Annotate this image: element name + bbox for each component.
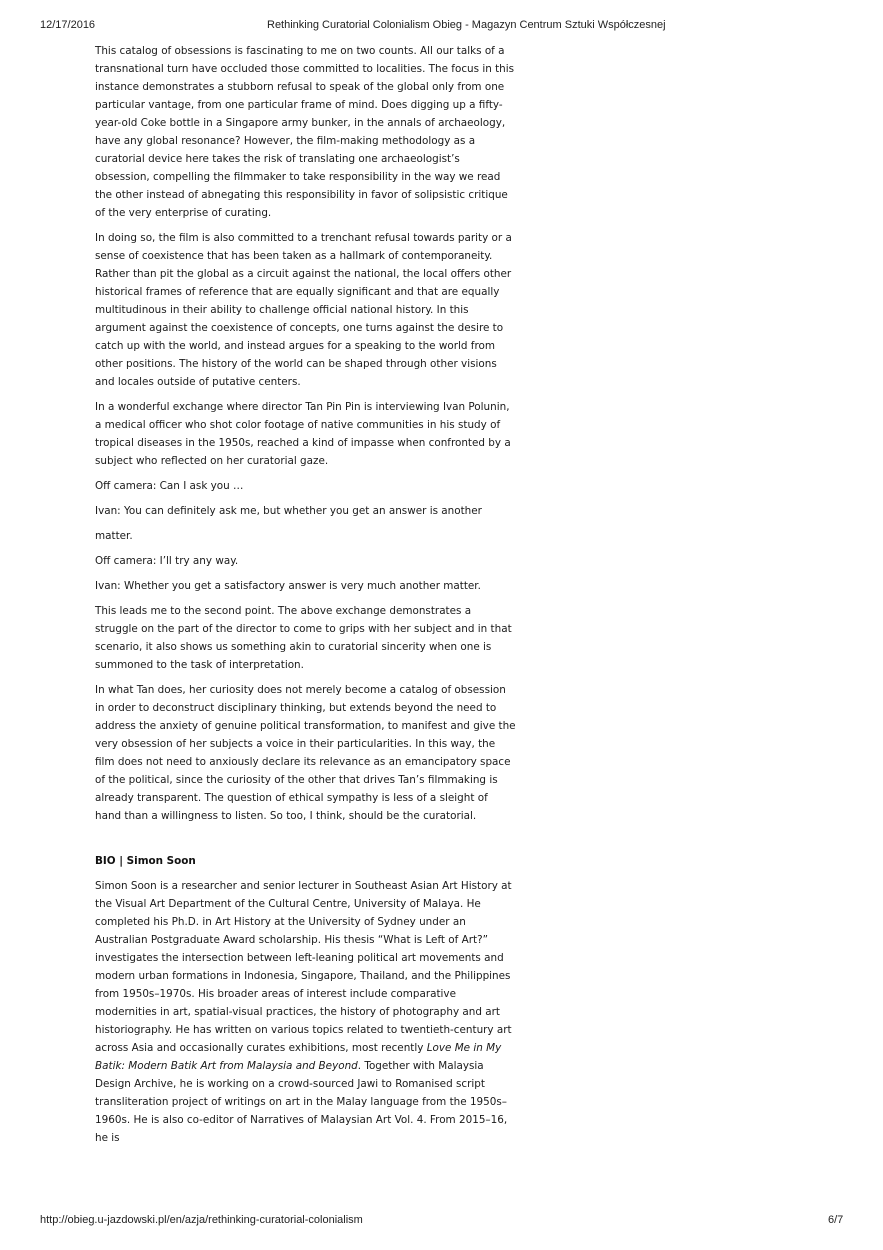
paragraph-4: This leads me to the second point. The above exchange demonstrates a struggle on the part of the director to come to grips with her subject and in that scenario, it also shows us something akin to curatorial sincerity when one is summoned to the task of interpretation. [95, 605, 512, 671]
print-footer [0, 1214, 883, 1230]
bio-text-a: Simon Soon is a researcher and senior lecturer in Southeast Asian Art History at the Visual Art Department of the Cultural Centre, University of Malaya. He completed his Ph.D. in Art History at the University of Sydney under an Australian Postgraduate Award scholarship. His thesis “What is Left of Art?” investigates the intersection between left-leaning political art movements and modern urban formations in Indonesia, Singapore, Thailand, and the Philippines from 1950s–1970s. His broader areas of interest include comparative modernities in art, spatial-visual practices, the history of photography and art historiography. He has written on various topics related to twentieth-century art across Asia and occasionally curates exhibitions, most recently [95, 880, 512, 1054]
bio-text-b: . Together with Malaysia Design Archive, he is working on a crowd-sourced Jawi to Romanised script transliteration project of writings on art in the Malay language from the 1950s–1960s. He is also co-editor of Narratives of Malaysian Art Vol. 4. From 2015–16, he is [95, 1060, 508, 1144]
page-url: http://obieg.u-jazdowski.pl/en/azja/rethinking-curatorial-colonialism [40, 1214, 363, 1226]
page-number: 6/7 [828, 1214, 844, 1226]
book-title: Love Me in My Batik: Modern Batik Art from Malaysia and Beyond [95, 1042, 502, 1072]
dialogue-line-2-cont: matter. [95, 530, 133, 542]
dialogue-line-2: Ivan: You can definitely ask me, but whether you get an answer is another [95, 505, 482, 517]
paragraph-2: In doing so, the film is also committed to a trenchant refusal towards parity or a sense of coexistence that has been taken as a hallmark of contemporaneity. Rather than pit the global as a circuit against the national, the local offers other historical frames of reference that are equally significant and that are equally multitudinous in their ability to challenge official national history. In this argument against the coexistence of concepts, one turns against the desire to catch up with the world, and instead argues for a speaking to the world from other positions. The history of the world can be shaped through other visions and locales outside of putative centers. [95, 232, 512, 388]
dialogue-line-1: Off camera: Can I ask you … [95, 480, 244, 492]
paragraph-1: This catalog of obsessions is fascinating to me on two counts. All our talks of a transnational turn have occluded those committed to localities. The focus in this instance demonstrates a stubborn refusal to speak of the global only from one particular vantage, from one particular frame of mind. Does digging up a fifty-year-old Coke bottle in a Singapore army bunker, in the annals of archaeology, have any global resonance? However, the film-making methodology as a curatorial device here takes the risk of translating one archaeologist’s obsession, compelling the filmmaker to take responsibility in the way we read the other instead of abnegating this responsibility in favor of solipsistic critique of the very enterprise of curating. [95, 45, 515, 219]
page-title: Rethinking Curatorial Colonialism Obieg - Magazyn Centrum Sztuki Współczesnej [267, 19, 666, 31]
paragraph-5: In what Tan does, her curiosity does not merely become a catalog of obsession in order to deconstruct disciplinary thinking, but extends beyond the need to address the anxiety of genuine political transformation, to manifest and give the very obsession of her subjects a voice in their particularities. In this way, the film does not need to anxiously declare its relevance as an emancipatory space of the political, since the curiosity of the other that drives Tan’s filmmaking is already transparent. The question of ethical sympathy is less of a sleight of hand than a willingness to listen. So too, I think, should be the curatorial. [95, 684, 516, 822]
bio-text [95, 877, 517, 1147]
print-header [0, 19, 883, 35]
dialogue-line-4: Ivan: Whether you get a satisfactory answer is very much another matter. [95, 580, 481, 592]
bio-heading: BIO | Simon Soon [95, 855, 196, 867]
paragraph-3: In a wonderful exchange where director Tan Pin Pin is interviewing Ivan Polunin, a medical officer who shot color footage of native communities in his study of tropical diseases in the 1950s, reached a kind of impasse when confronted by a subject who reflected on her curatorial gaze. [95, 401, 511, 467]
dialogue-line-3: Off camera: I’ll try any way. [95, 555, 239, 567]
print-date: 12/17/2016 [40, 19, 96, 31]
article-body [95, 42, 517, 1154]
